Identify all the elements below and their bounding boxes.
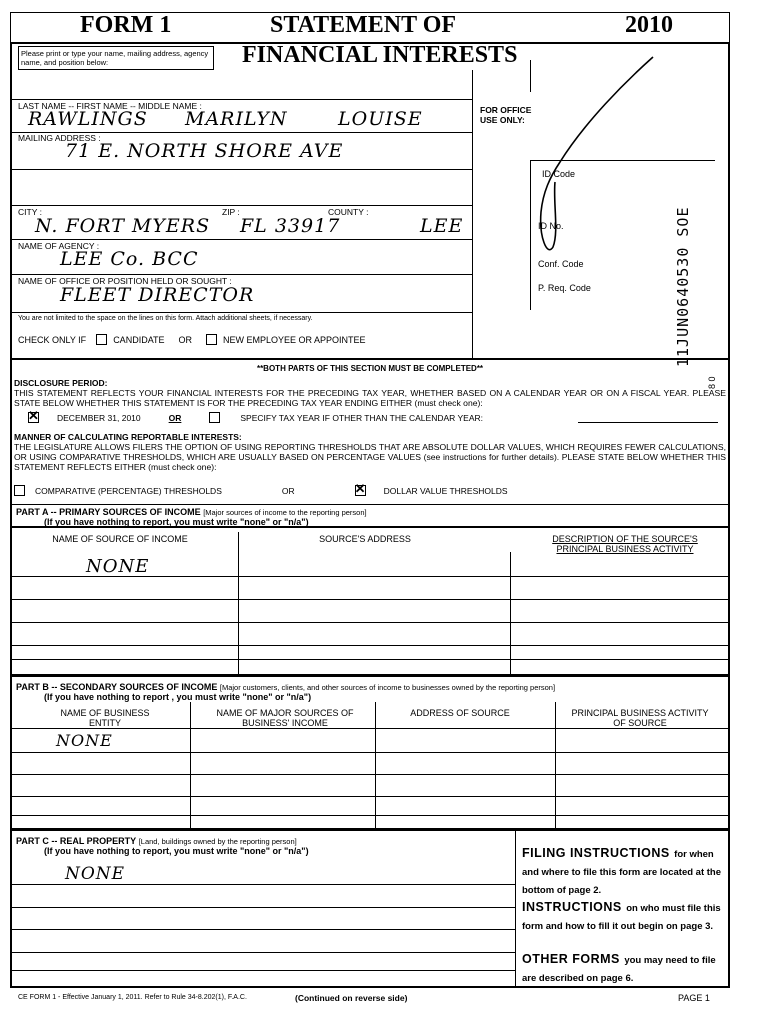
form-title-line2: FINANCIAL INTERESTS bbox=[242, 42, 518, 68]
received-stamp: 11JUN0640530 SOE bbox=[674, 206, 692, 367]
dollar-value-checkbox[interactable] bbox=[355, 485, 366, 496]
instructions-title: INSTRUCTIONS bbox=[522, 900, 622, 914]
part-a-entry[interactable]: NONE bbox=[86, 556, 150, 577]
signature-scribble-icon bbox=[525, 52, 665, 262]
filing-instructions-text: for when and where to file this form are located at the bottom of page 2. bbox=[522, 849, 722, 896]
form-year: 2010 bbox=[625, 12, 673, 38]
comparative-label: COMPARATIVE (PERCENTAGE) THRESHOLDS bbox=[35, 485, 222, 496]
dollar-value-label: DOLLAR VALUE THRESHOLDS bbox=[383, 485, 508, 496]
part-b-title: PART B -- SECONDARY SOURCES OF INCOME bbox=[16, 682, 218, 692]
disclosure-period-text: THIS STATEMENT REFLECTS YOUR FINANCIAL INTERESTS FOR THE PRECEDING TAX YEAR, WHETHER BASED ON A CALENDAR YEAR OR ON A FISCAL YEAR. PLEASE STATE BELOW WHETHER THIS STATEMENT IS FOR THE PRECEDING TAX YEAR ENDING EITHER (must check one): bbox=[14, 388, 726, 408]
dec31-label: DECEMBER 31, 2010 bbox=[57, 412, 141, 423]
part-b-col-activity: PRINCIPAL BUSINESS ACTIVITY OF SOURCE bbox=[571, 708, 709, 728]
print-note: Please print or type your name, mailing address, agency name, and position below: bbox=[18, 46, 214, 70]
specify-year-checkbox[interactable] bbox=[209, 412, 220, 423]
part-a-col-address: SOURCE'S ADDRESS bbox=[319, 534, 411, 544]
part-b-entry[interactable]: NONE bbox=[56, 731, 113, 750]
part-a-col-name: NAME OF SOURCE OF INCOME bbox=[52, 534, 188, 544]
form-number: FORM 1 bbox=[80, 12, 172, 38]
id-no-label: ID No. bbox=[538, 221, 564, 231]
part-a-box bbox=[10, 504, 730, 676]
county-label: COUNTY : bbox=[328, 207, 369, 217]
form-page bbox=[10, 12, 730, 1002]
filer-city[interactable]: N. FORT MYERS bbox=[35, 215, 211, 237]
filer-middle-name[interactable]: LOUISE bbox=[338, 108, 423, 130]
period-or-label: OR bbox=[168, 412, 182, 423]
p-req-code-label: P. Req. Code bbox=[538, 283, 591, 293]
part-b-title-note: [Major customers, clients, and other sources of income to businesses owned by the reporting person] bbox=[219, 683, 556, 692]
space-note: You are not limited to the space on the lines on this form. Attach additional sheets, if necessary. bbox=[18, 315, 313, 322]
check-only-row bbox=[18, 334, 366, 345]
threshold-or-label: OR bbox=[281, 485, 295, 496]
conf-code-label: Conf. Code bbox=[538, 259, 584, 269]
filer-first-name[interactable]: MARILYN bbox=[185, 108, 288, 130]
other-forms-text: you may need to file are described on page 6. bbox=[522, 955, 716, 984]
dec31-checkbox[interactable] bbox=[28, 412, 39, 423]
manner-text: THE LEGISLATURE ALLOWS FILERS THE OPTION OF USING REPORTING THRESHOLDS THAT ARE ABSOLUTE DOLLAR VALUES, WHICH REQUIRES FEWER CALCULATIONS, OR USING COMPARATIVE THRESHOLDS, WHICH ARE USUALLY BASED ON PERCENTAGE VALUES (see instructions for further details). PLEASE STATE BELOW WHETHER THIS STATEMENT REFLECTS EITHER (must check one): bbox=[14, 442, 726, 472]
new-employee-checkbox[interactable] bbox=[206, 334, 217, 345]
office-use-title: FOR OFFICE USE ONLY: bbox=[480, 105, 532, 125]
comparative-checkbox[interactable] bbox=[14, 485, 25, 496]
specify-year-label: SPECIFY TAX YEAR IF OTHER THAN THE CALENDAR YEAR: bbox=[240, 412, 484, 423]
filer-agency[interactable]: LEE Co. BCC bbox=[60, 248, 199, 270]
part-c-title: PART C -- REAL PROPERTY bbox=[16, 836, 137, 846]
period-choice-row bbox=[28, 412, 483, 423]
instructions-text: on who must file this form and how to fill it out begin on page 3. bbox=[522, 903, 721, 932]
filing-instructions-title: FILING INSTRUCTIONS bbox=[522, 846, 670, 860]
footer-form-ref: CE FORM 1 - Effective January 1, 2011. Refer to Rule 34-8.202(1), F.A.C. bbox=[18, 994, 247, 1001]
part-c-entry[interactable]: NONE bbox=[65, 864, 126, 884]
position-label: NAME OF OFFICE OR POSITION HELD OR SOUGHT : bbox=[18, 276, 232, 286]
part-a-title: PART A -- PRIMARY SOURCES OF INCOME bbox=[16, 507, 201, 517]
part-a-col-description: DESCRIPTION OF THE SOURCE'S PRINCIPAL BUSINESS ACTIVITY bbox=[552, 534, 698, 554]
check-only-label: CHECK ONLY IF bbox=[18, 334, 87, 345]
footer-page-number: PAGE 1 bbox=[678, 993, 710, 1003]
part-b-col-entity: NAME OF BUSINESS ENTITY bbox=[60, 708, 150, 728]
filer-address[interactable]: 71 E. NORTH SHORE AVE bbox=[65, 140, 344, 162]
disclosure-period-label: DISCLOSURE PERIOD: bbox=[14, 378, 108, 388]
form-title-line1: STATEMENT OF bbox=[270, 12, 457, 38]
candidate-label: CANDIDATE bbox=[113, 334, 165, 345]
part-b-col-sources: NAME OF MAJOR SOURCES OF BUSINESS' INCOME bbox=[216, 708, 354, 728]
other-forms-block bbox=[522, 950, 722, 986]
agency-label: NAME OF AGENCY : bbox=[18, 241, 100, 251]
zip-label: ZIP : bbox=[222, 207, 240, 217]
city-label: CITY : bbox=[18, 207, 42, 217]
instructions-block bbox=[522, 898, 722, 934]
name-label: LAST NAME -- FIRST NAME -- MIDDLE NAME : bbox=[18, 101, 202, 111]
part-a-title-note: [Major sources of income to the reporting person] bbox=[203, 508, 367, 517]
address-label: MAILING ADDRESS : bbox=[18, 133, 101, 143]
filing-instructions-block bbox=[522, 844, 722, 898]
part-c-title-note: [Land, buildings owned by the reporting person] bbox=[138, 837, 297, 846]
id-code-label: ID Code bbox=[542, 169, 576, 179]
received-stamp-small: 8 0 bbox=[707, 376, 717, 389]
filer-county[interactable]: LEE bbox=[420, 215, 464, 237]
candidate-checkbox[interactable] bbox=[96, 334, 107, 345]
new-employee-label: NEW EMPLOYEE OR APPOINTEE bbox=[223, 334, 366, 345]
threshold-choice-row bbox=[14, 485, 508, 496]
other-forms-title: OTHER FORMS bbox=[522, 952, 620, 966]
part-b-col-address: ADDRESS OF SOURCE bbox=[410, 708, 510, 718]
part-c-subtitle: (If you have nothing to report, you must write "none" or "n/a") bbox=[44, 846, 309, 856]
filer-state-zip[interactable]: FL 33917 bbox=[240, 215, 341, 237]
filer-position[interactable]: FLEET DIRECTOR bbox=[60, 284, 255, 306]
filer-last-name[interactable]: RAWLINGS bbox=[28, 108, 148, 130]
both-parts-notice: **BOTH PARTS OF THIS SECTION MUST BE COMPLETED** bbox=[256, 364, 484, 373]
footer-continued: (Continued on reverse side) bbox=[295, 993, 408, 1003]
manner-label: MANNER OF CALCULATING REPORTABLE INTERESTS: bbox=[14, 432, 242, 442]
part-a-subtitle: (If you have nothing to report, you must write "none" or "n/a") bbox=[44, 517, 309, 527]
part-b-subtitle: (If you have nothing to report , you must write "none" or "n/a") bbox=[44, 692, 312, 702]
or-label: OR bbox=[178, 334, 193, 345]
